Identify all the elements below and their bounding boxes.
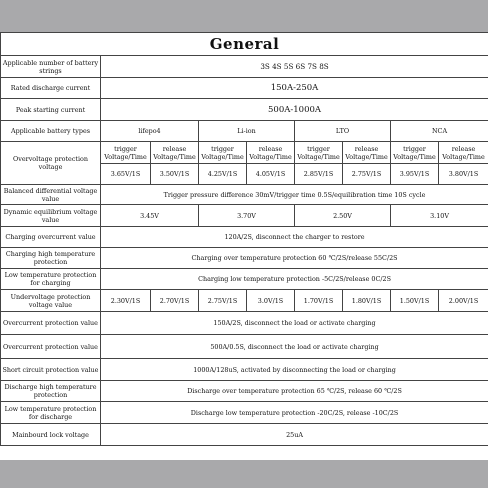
dynamic-cell: 3.45V [101,205,199,227]
rated-value: 150A-250A [101,78,488,99]
row-label: Charging high temperature protection [1,248,101,269]
row-label: Balanced differential voltage value [1,185,101,205]
ovp-cell: 2.75V/1S [343,164,391,185]
table-title: General [1,33,488,56]
ovp-cell: 2.85V/1S [295,164,343,185]
row-mainboard-lock [1,424,488,446]
row-label: Undervoltage protection voltage value [1,290,101,312]
oc-value: 150A/2S, disconnect the load or activate charging [101,312,488,335]
uvp-cell: 2.70V/1S [151,290,199,312]
row-label: Applicable battery types [1,121,101,142]
type-cell: NCA [391,121,488,142]
row-trigger-release-header [1,142,488,164]
title-row [1,33,488,56]
row-label: Discharge high temperature protection [1,381,101,402]
ovp-cell: 3.95V/1S [391,164,439,185]
row-charging-high-temp [1,248,488,269]
dynamic-cell: 3.10V [391,205,488,227]
ovp-cell: 3.50V/1S [151,164,199,185]
row-label: Overcurrent protection value [1,312,101,335]
row-balanced-differential [1,185,488,205]
trigger-header: trigger Voltage/Time [391,142,439,164]
row-label: Overcurrent protection value [1,335,101,359]
ovp-cell: 3.80V/1S [439,164,488,185]
uvp-cell: 2.00V/1S [439,290,488,312]
uvp-cell: 1.50V/1S [391,290,439,312]
dis-lt-value: Discharge low temperature protection -20C/2S, release -10C/2S [101,402,488,424]
balanced-value: Trigger pressure difference 30mV/trigger time 0.5S/equilibration time 10S cycle [101,185,488,205]
ovp-cell: 4.05V/1S [247,164,295,185]
row-overcurrent-2 [1,335,488,359]
row-short-circuit [1,359,488,381]
spec-sheet [0,32,488,460]
row-charging-low-temp [1,269,488,290]
row-label: Overvoltage protection voltage [1,142,101,185]
peak-value: 500A-1000A [101,99,488,121]
row-discharge-low-temp [1,402,488,424]
dynamic-cell: 3.70V [199,205,295,227]
row-peak-starting [1,99,488,121]
row-label: Peak starting current [1,99,101,121]
charge-lt-value: Charging low temperature protection -5C/2S/release 0C/2S [101,269,488,290]
row-label: Charging overcurrent value [1,227,101,248]
row-dynamic-equilibrium [1,205,488,227]
ovp-cell: 4.25V/1S [199,164,247,185]
row-label: Mainbourd lock voltage [1,424,101,446]
trigger-header: trigger Voltage/Time [295,142,343,164]
ovp-cell: 3.65V/1S [101,164,151,185]
lock-value: 25uA [101,424,488,446]
trigger-header: trigger Voltage/Time [199,142,247,164]
release-header: release Voltage/Time [151,142,199,164]
row-undervoltage [1,290,488,312]
oc2-value: 500A/0.5S, disconnect the load or activate charging [101,335,488,359]
uvp-cell: 3.0V/1S [247,290,295,312]
release-header: release Voltage/Time [343,142,391,164]
release-header: release Voltage/Time [439,142,488,164]
dynamic-cell: 2.50V [295,205,391,227]
row-rated-discharge [1,78,488,99]
charge-ht-value: Charging over temperature protection 60 ℃/2S/release 55C/2S [101,248,488,269]
uvp-cell: 1.80V/1S [343,290,391,312]
type-cell: Li-ion [199,121,295,142]
dis-ht-value: Discharge over temperature protection 65 ℃/2S, release 60 ℃/2S [101,381,488,402]
row-label: Short circuit protection value [1,359,101,381]
row-charging-overcurrent [1,227,488,248]
row-label: Low temperature protection for discharge [1,402,101,424]
row-battery-strings [1,56,488,78]
uvp-cell: 1.70V/1S [295,290,343,312]
type-cell: lifepo4 [101,121,199,142]
row-battery-types [1,121,488,142]
charge-oc-value: 120A/2S, disconnect the charger to restore [101,227,488,248]
row-label: Low temperature protection for charging [1,269,101,290]
row-discharge-high-temp [1,381,488,402]
strings-value: 3S 4S 5S 6S 7S 8S [101,56,488,78]
release-header: release Voltage/Time [247,142,295,164]
row-overcurrent-1 [1,312,488,335]
spec-table [0,32,488,446]
uvp-cell: 2.30V/1S [101,290,151,312]
short-value: 1000A/128uS, activated by disconnecting the load or charging [101,359,488,381]
row-label: Applicable number of battery strings [1,56,101,78]
row-label: Dynamic equilibrium voltage value [1,205,101,227]
row-label: Rated discharge current [1,78,101,99]
trigger-header: trigger Voltage/Time [101,142,151,164]
uvp-cell: 2.75V/1S [199,290,247,312]
type-cell: LTO [295,121,391,142]
